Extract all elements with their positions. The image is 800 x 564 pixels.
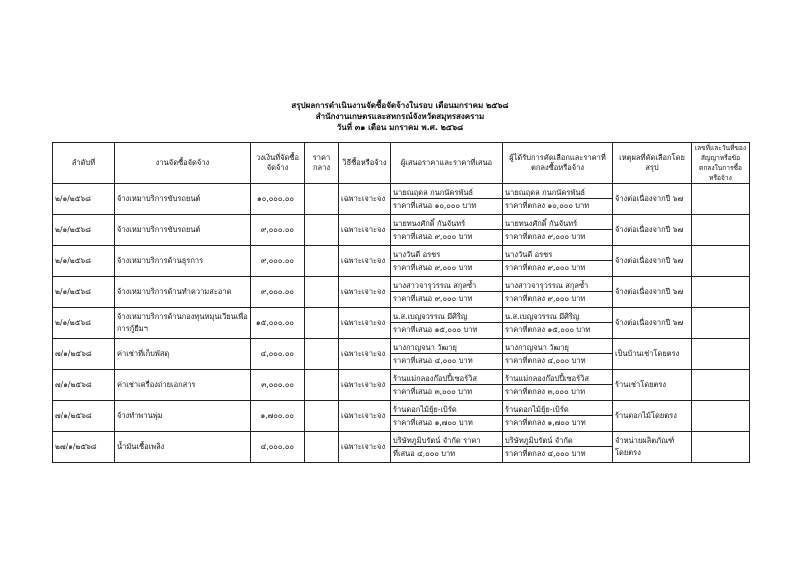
cell-winner [503, 308, 613, 339]
table-header-row [53, 143, 750, 184]
cell-winner-price: ราคาที่ตกลง ๑๐,๐๐๐ บาท [503, 198, 612, 211]
cell-winner-name: ร้านแม่กลองก๊อปปี้เซอร์วิส [505, 373, 589, 383]
cell-bidder-name: น.ส.เบญจวรรณ มีศิริญ [393, 311, 468, 321]
cell-winner-name: นางกาญจนา วัฒายุ [505, 342, 569, 352]
cell-winner-name: น.ส.เบญจวรรณ มีศิริญ [505, 311, 580, 321]
cell-date: ๒/๑/๒๕๖๘ [53, 184, 115, 215]
cell-bidder-name: นางกาญจนา วัฒายุ [393, 342, 457, 352]
col-header-median: ราคากลาง [305, 143, 339, 184]
cell-budget: ๑๐,๐๐๐.๐๐ [251, 184, 305, 215]
cell-winner-price: ราคาที่ตกลง ๔,๐๐๐ บาท [503, 353, 612, 366]
cell-work: จ้างเหมาบริการขับรถยนต์ [115, 215, 251, 246]
cell-method: เฉพาะเจาะจง [339, 308, 391, 339]
cell-winner [503, 215, 613, 246]
cell-winner-name: ร้านดอกไม้ยุ้ย-เบิร์ด [505, 404, 569, 414]
cell-winner [503, 184, 613, 215]
cell-work: จ้างเหมาบริการขับรถยนต์ [115, 184, 251, 215]
table-row [53, 184, 750, 215]
cell-bidder-price: ราคาที่เสนอ ๔,๐๐๐ บาท [391, 353, 502, 366]
cell-method: เฉพาะเจาะจง [339, 215, 391, 246]
col-header-method: วิธีซื้อหรือจ้าง [339, 143, 391, 184]
cell-bidder-name: นางสาวจารุวรรณ สกุลซ้ำ [393, 280, 477, 290]
cell-date: ๒/๑/๒๕๖๘ [53, 308, 115, 339]
cell-contract [692, 246, 750, 277]
cell-bidder [391, 215, 503, 246]
cell-bidder [391, 401, 503, 432]
cell-bidder [391, 246, 503, 277]
cell-bidder-price: ที่เสนอ ๔,๐๐๐ บาท [391, 446, 502, 459]
cell-work: น้ำมันเชื้อเพลิง [115, 432, 251, 463]
cell-median [305, 246, 339, 277]
cell-work: ค่าเช่าที่เก็บพัสดุ [115, 339, 251, 370]
table-row [53, 277, 750, 308]
cell-contract [692, 339, 750, 370]
report-title: สรุปผลการดำเนินงานจัดซื้อจัดจ้างในรอบ เดือนมกราคม ๒๕๖๘ [291, 101, 509, 110]
procurement-table [52, 142, 750, 463]
cell-budget: ๑,๗๐๐.๐๐ [251, 401, 305, 432]
cell-winner [503, 370, 613, 401]
cell-work: จ้างเหมาบริการด้านธุรการ [115, 246, 251, 277]
cell-bidder [391, 308, 503, 339]
cell-bidder [391, 370, 503, 401]
cell-work: จ้างเหมาบริการด้านทำความสะอาด [115, 277, 251, 308]
cell-bidder [391, 432, 503, 463]
table-row [53, 246, 750, 277]
cell-method: เฉพาะเจาะจง [339, 370, 391, 401]
cell-budget: ๙,๐๐๐.๐๐ [251, 215, 305, 246]
cell-reason: จำหน่ายผลิตภัณฑ์โดยตรง [613, 432, 692, 463]
cell-bidder-price: ราคาที่เสนอ ๙,๐๐๐ บาท [391, 260, 502, 273]
cell-date: ๒๗/๑/๒๕๖๘ [53, 432, 115, 463]
cell-bidder-price: ราคาที่เสนอ ๑๕,๐๐๐ บาท [391, 322, 502, 335]
cell-contract [692, 308, 750, 339]
cell-bidder-price: ราคาที่เสนอ ๑๐,๐๐๐ บาท [391, 198, 502, 211]
cell-date: ๒/๑/๒๕๖๘ [53, 246, 115, 277]
cell-method: เฉพาะเจาะจง [339, 339, 391, 370]
cell-winner-name: นางวันดี อรชร [505, 249, 553, 259]
cell-contract [692, 401, 750, 432]
cell-winner [503, 401, 613, 432]
cell-method: เฉพาะเจาะจง [339, 401, 391, 432]
cell-contract [692, 215, 750, 246]
cell-median [305, 277, 339, 308]
cell-bidder-name: นายณฤดล กนกนัครพันธ์ [393, 187, 474, 197]
cell-median [305, 184, 339, 215]
cell-contract [692, 370, 750, 401]
cell-budget: ๑๕,๐๐๐.๐๐ [251, 308, 305, 339]
cell-winner [503, 432, 613, 463]
cell-reason: ร้านดอกไม้โดยตรง [613, 401, 692, 432]
cell-median [305, 432, 339, 463]
cell-bidder-name: ร้านดอกไม้ยุ้ย-เบิร์ด [393, 404, 457, 414]
cell-winner [503, 339, 613, 370]
cell-winner [503, 277, 613, 308]
cell-winner-price: ราคาที่ตกลง ๓,๐๐๐ บาท [503, 384, 612, 397]
cell-reason: จ้างต่อเนื่องจากปี ๖๗ [613, 184, 692, 215]
cell-budget: ๔,๐๐๐.๐๐ [251, 339, 305, 370]
cell-winner-price: ราคาที่ตกลง ๑๕,๐๐๐ บาท [503, 322, 612, 335]
cell-budget: ๙,๐๐๐.๐๐ [251, 277, 305, 308]
table-row [53, 401, 750, 432]
report-date: วันที่ ๓๑ เดือน มกราคม พ.ศ. ๒๕๖๘ [336, 123, 464, 132]
cell-date: ๒/๑/๒๕๖๘ [53, 277, 115, 308]
cell-median [305, 308, 339, 339]
cell-winner-name: นายทนงศักดิ์ กันจันทร์ [505, 218, 578, 228]
col-header-contract: เลขที่และวันที่ของสัญญาหรือข้อตกลงในการซื้อหรือจ้าง [692, 143, 750, 184]
cell-winner-name: นางสาวจารุวรรณ สกุลซ้ำ [505, 280, 589, 290]
cell-method: เฉพาะเจาะจง [339, 432, 391, 463]
cell-winner-price: ราคาที่ตกลง ๙,๐๐๐ บาท [503, 260, 612, 273]
cell-budget: ๙,๐๐๐.๐๐ [251, 246, 305, 277]
cell-reason: จ้างต่อเนื่องจากปี ๖๗ [613, 277, 692, 308]
office-name: สำนักงานเกษตรและสหกรณ์จังหวัดสมุทรสงคราม [315, 112, 485, 121]
cell-median [305, 370, 339, 401]
cell-median [305, 339, 339, 370]
cell-bidder-name: นายทนงศักดิ์ กันจันทร์ [393, 218, 466, 228]
cell-reason: จ้างต่อเนื่องจากปี ๖๗ [613, 246, 692, 277]
cell-bidder-price: ราคาที่เสนอ ๓,๐๐๐ บาท [391, 384, 502, 397]
cell-bidder [391, 339, 503, 370]
cell-work: จ้างทำพานพุ่ม [115, 401, 251, 432]
cell-method: เฉพาะเจาะจง [339, 246, 391, 277]
table-row [53, 215, 750, 246]
cell-budget: ๓,๐๐๐.๐๐ [251, 370, 305, 401]
cell-winner [503, 246, 613, 277]
cell-winner-name: บริษัทภูมิบรัตน์ จำกัด [505, 435, 573, 445]
cell-bidder-price: ราคาที่เสนอ ๙,๐๐๐ บาท [391, 229, 502, 242]
cell-contract [692, 184, 750, 215]
cell-date: ๗/๑/๒๕๖๘ [53, 401, 115, 432]
cell-bidder [391, 184, 503, 215]
cell-contract [692, 432, 750, 463]
cell-reason: ร้านเช่าโดยตรง [613, 370, 692, 401]
table-row [53, 308, 750, 339]
cell-bidder-name: บริษัทภูมิบรัตน์ จำกัด ราคา [393, 435, 481, 445]
col-header-work: งานจัดซื้อจัดจ้าง [115, 143, 251, 184]
cell-winner-name: นายณฤดล กนกนัครพันธ์ [505, 187, 586, 197]
cell-work: จ้างเหมาบริการด้านกองทุนหมุนเวียนเพื่อการกู้ยืมฯ [115, 308, 251, 339]
cell-method: เฉพาะเจาะจง [339, 184, 391, 215]
cell-date: ๗/๑/๒๕๖๘ [53, 370, 115, 401]
cell-bidder-price: ราคาที่เสนอ ๙,๐๐๐ บาท [391, 291, 502, 304]
cell-budget: ๔,๐๐๐.๐๐ [251, 432, 305, 463]
cell-reason: เป็นบ้านเช่าโดยตรง [613, 339, 692, 370]
cell-date: ๗/๑/๒๕๖๘ [53, 339, 115, 370]
col-header-winner: ผู้ได้รับการคัดเลือกและราคาที่ตกลงซื้อหรือจ้าง [503, 143, 613, 184]
col-header-budget: วงเงินที่จัดซื้อจัดจ้าง [251, 143, 305, 184]
cell-winner-price: ราคาที่ตกลง ๔,๐๐๐ บาท [503, 446, 612, 459]
cell-winner-price: ราคาที่ตกลง ๙,๐๐๐ บาท [503, 229, 612, 242]
cell-reason: จ้างต่อเนื่องจากปี ๖๗ [613, 215, 692, 246]
col-header-seq: ลำดับที่ [53, 143, 115, 184]
cell-reason: จ้างต่อเนื่องจากปี ๖๗ [613, 308, 692, 339]
col-header-reason: เหตุผลที่คัดเลือกโดยสรุป [613, 143, 692, 184]
cell-median [305, 215, 339, 246]
cell-date: ๒/๑/๒๕๖๘ [53, 215, 115, 246]
cell-winner-price: ราคาที่ตกลง ๙,๐๐๐ บาท [503, 291, 612, 304]
cell-bidder-name: นางวันดี อรชร [393, 249, 441, 259]
cell-bidder-price: ราคาที่เสนอ ๑,๗๐๐ บาท [391, 415, 502, 428]
table-row [53, 370, 750, 401]
cell-contract [692, 277, 750, 308]
table-row [53, 339, 750, 370]
cell-winner-price: ราคาที่ตกลง ๑,๗๐๐ บาท [503, 415, 612, 428]
table-row [53, 432, 750, 463]
table-body [53, 184, 750, 463]
col-header-bidder: ผู้เสนอราคาและราคาที่เสนอ [391, 143, 503, 184]
cell-work: ค่าเช่าเครื่องถ่ายเอกสาร [115, 370, 251, 401]
cell-median [305, 401, 339, 432]
cell-method: เฉพาะเจาะจง [339, 277, 391, 308]
cell-bidder-name: ร้านแม่กลองก๊อปปี้เซอร์วิส [393, 373, 477, 383]
cell-bidder [391, 277, 503, 308]
